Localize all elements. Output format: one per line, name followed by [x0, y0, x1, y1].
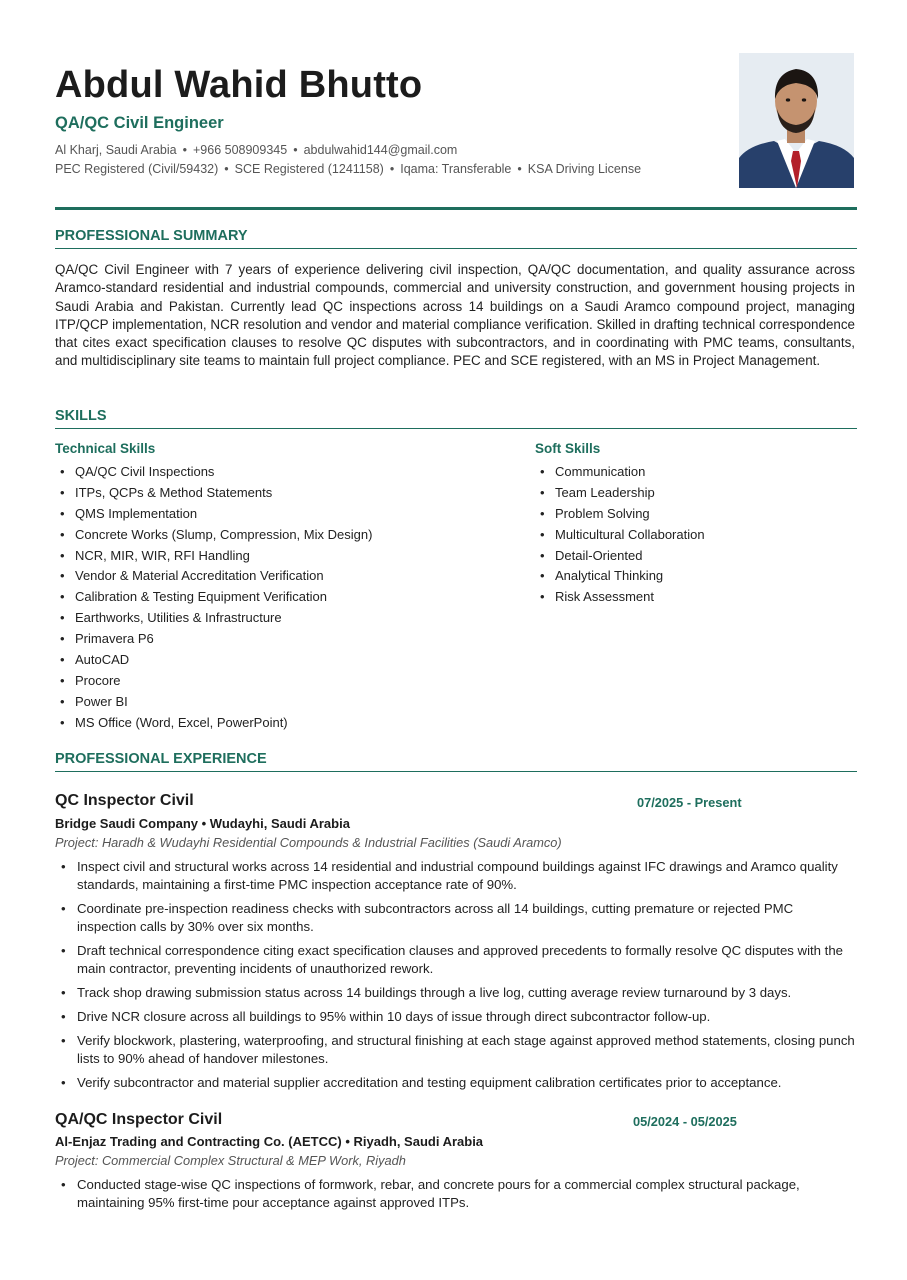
- soft-skills-list: [535, 462, 705, 608]
- list-item: • ITPs, QCPs & Method Statements: [55, 483, 372, 504]
- list-item: • Communication: [535, 462, 705, 483]
- separator: •: [224, 162, 229, 176]
- list-item: • Drive NCR closure across all buildings to 95% within 10 days of issue through direct subcontractor follow-up.: [55, 1008, 855, 1026]
- candidate-role: QA/QC Civil Engineer: [55, 114, 224, 132]
- list-item: • Calibration & Testing Equipment Verification: [55, 587, 372, 608]
- job-company: Al-Enjaz Trading and Contracting Co. (AETCC) • Riyadh, Saudi Arabia: [55, 1134, 484, 1149]
- location-text: Al Kharj, Saudi Arabia: [55, 143, 177, 157]
- list-item: • Primavera P6: [55, 629, 372, 650]
- summary-text: QA/QC Civil Engineer with 7 years of experience delivering civil inspection, QA/QC documentation, and quality assurance across Aramco-standard residential and industrial compounds, commercial and university construction, and government housing projects in Saudi Arabia and Pakistan. Currently lead QC inspections across 14 buildings on a Saudi Aramco compound project, managing ITP/QCP implementation, NCR resolution and vendor and material compliance verification. Skilled in drafting technical correspondence that cites exact specification clauses to resolve QC disputes with subcontractors, and in coordinating with PMC teams, consultants, and multidisciplinary site teams to maintain full project compliance. PEC and SCE registered, with an MS in Project Management.: [55, 262, 855, 369]
- list-item: • AutoCAD: [55, 650, 372, 671]
- technical-skills-heading: Technical Skills: [55, 441, 156, 456]
- separator: •: [293, 143, 298, 157]
- resume-header: [55, 0, 857, 205]
- experience-heading: PROFESSIONAL EXPERIENCE: [55, 751, 857, 772]
- profile-photo: [739, 53, 854, 188]
- pec-registration: PEC Registered (Civil/59432): [55, 162, 219, 176]
- skills-heading: SKILLS: [55, 408, 857, 429]
- email-link[interactable]: abdulwahid144@gmail.com: [303, 143, 458, 157]
- list-item: • Coordinate pre-inspection readiness checks with subcontractors across all 14 buildings, cutting premature or rejected PMC inspection calls by 30% over six months.: [55, 900, 855, 936]
- list-item: • Conducted stage-wise QC inspections of formwork, rebar, and concrete pours for a commercial complex structural package, maintaining 95% first-time pour acceptance against approved ITPs.: [55, 1176, 855, 1212]
- job-project: Project: Haradh & Wudayhi Residential Compounds & Industrial Facilities (Saudi Aramco): [55, 835, 562, 850]
- job-dates: 05/2024 - 05/2025: [633, 1114, 737, 1129]
- driving-license: KSA Driving License: [527, 162, 642, 176]
- iqama-status: Iqama: Transferable: [400, 162, 512, 176]
- list-item: • Team Leadership: [535, 483, 705, 504]
- job-project: Project: Commercial Complex Structural & MEP Work, Riyadh: [55, 1153, 406, 1168]
- contact-line-1: [55, 143, 457, 157]
- list-item: • MS Office (Word, Excel, PowerPoint): [55, 713, 372, 734]
- list-item: • Verify blockwork, plastering, waterproofing, and structural finishing at each stage against approved method statements, closing punch lists to 90% ahead of handover milestones.: [55, 1032, 855, 1068]
- list-item: • QMS Implementation: [55, 504, 372, 525]
- list-item: • NCR, MIR, WIR, RFI Handling: [55, 546, 372, 567]
- separator: •: [517, 162, 522, 176]
- candidate-name: Abdul Wahid Bhutto: [55, 64, 423, 106]
- job-title: QC Inspector Civil: [55, 792, 194, 809]
- list-item: • Track shop drawing submission status across 14 buildings through a live log, cutting average review turnaround by 3 days.: [55, 984, 855, 1002]
- resume-page: [55, 0, 857, 1210]
- technical-skills-list: [55, 462, 372, 734]
- list-item: • QA/QC Civil Inspections: [55, 462, 372, 483]
- job-bullets: [55, 1176, 855, 1218]
- phone-text: +966 508909345: [193, 143, 288, 157]
- list-item: • Concrete Works (Slump, Compression, Mix Design): [55, 525, 372, 546]
- list-item: • Vendor & Material Accreditation Verification: [55, 566, 372, 587]
- list-item: • Verify subcontractor and material supplier accreditation and testing equipment calibration certificates prior to acceptance.: [55, 1074, 855, 1092]
- list-item: • Earthworks, Utilities & Infrastructure: [55, 608, 372, 629]
- sce-registration: SCE Registered (1241158): [234, 162, 384, 176]
- summary-heading: PROFESSIONAL SUMMARY: [55, 228, 857, 249]
- job-company: Bridge Saudi Company • Wudayhi, Saudi Arabia: [55, 816, 350, 831]
- list-item: • Draft technical correspondence citing exact specification clauses and approved precedents to formally resolve QC disputes with the main contractor, preventing incidents of unauthorized rework.: [55, 942, 855, 978]
- list-item: • Problem Solving: [535, 504, 705, 525]
- job-dates: 07/2025 - Present: [637, 795, 742, 810]
- separator: •: [182, 143, 187, 157]
- list-item: • Power BI: [55, 692, 372, 713]
- separator: •: [389, 162, 395, 176]
- contact-line-2: [55, 162, 641, 176]
- list-item: • Analytical Thinking: [535, 566, 705, 587]
- list-item: • Detail-Oriented: [535, 546, 705, 567]
- soft-skills-heading: Soft Skills: [535, 441, 601, 456]
- job-bullets: [55, 858, 855, 1098]
- list-item: • Risk Assessment: [535, 587, 705, 608]
- job-title: QA/QC Inspector Civil: [55, 1111, 223, 1128]
- list-item: • Multicultural Collaboration: [535, 525, 705, 546]
- list-item: • Procore: [55, 671, 372, 692]
- profile-photo-illustration: [739, 53, 854, 188]
- header-divider: [55, 207, 857, 210]
- list-item: • Inspect civil and structural works across 14 residential and industrial compound buildings against IFC drawings and Aramco quality standards, maintaining a first-time PMC inspection acceptance rate of 90%.: [55, 858, 855, 894]
